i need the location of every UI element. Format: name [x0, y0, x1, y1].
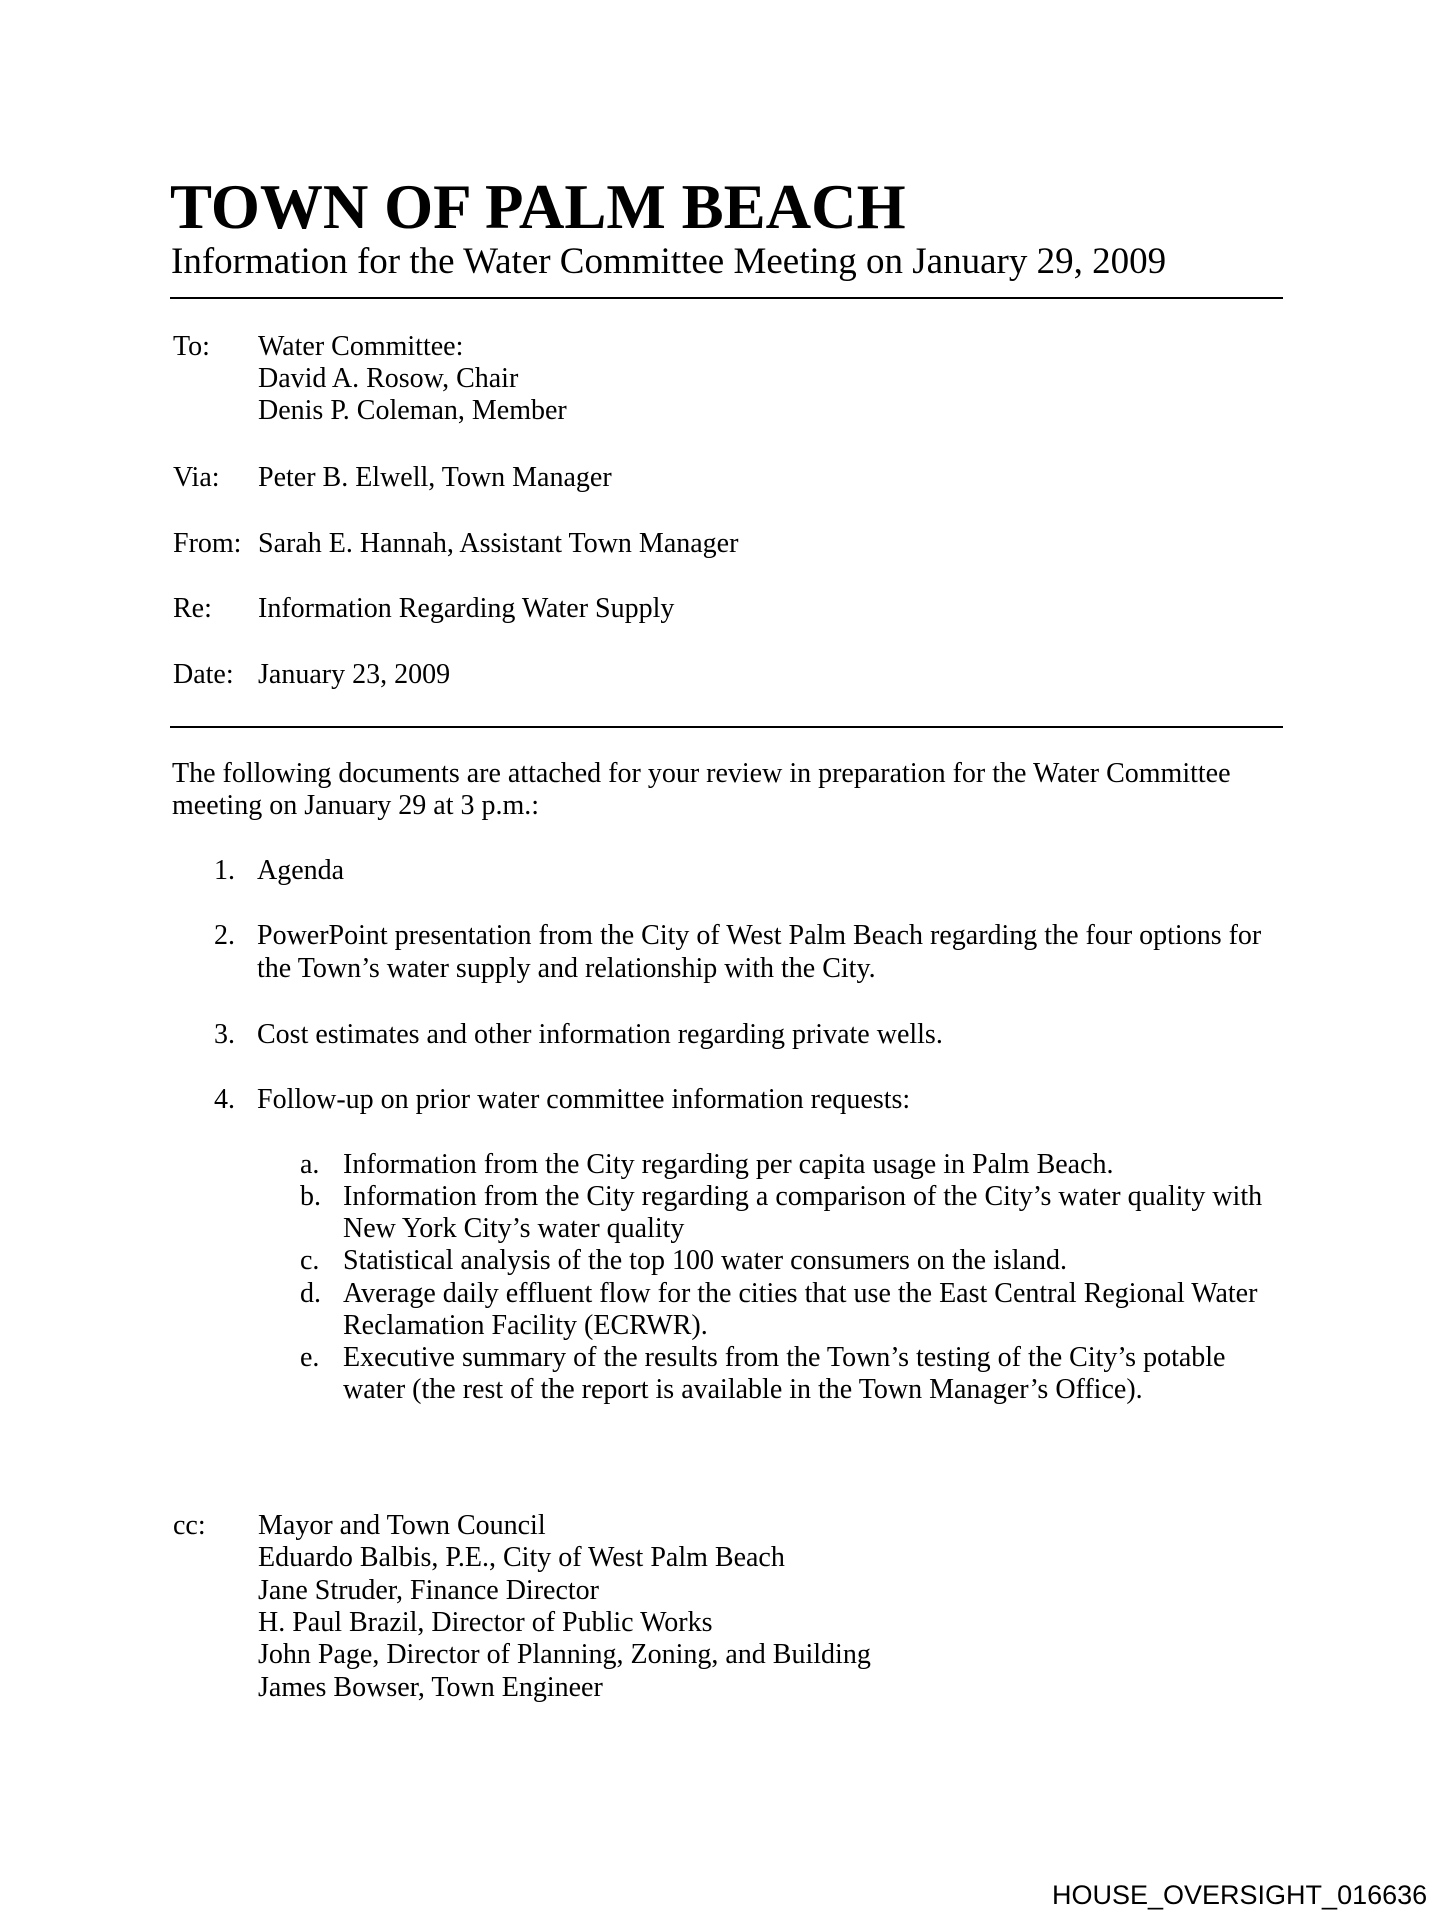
list-item-marker: 3. — [214, 1019, 235, 1050]
sublist-item: Executive summary of the results from the Town’s testing of the City’s potable — [343, 1342, 1226, 1373]
cc-label: cc: — [173, 1510, 206, 1541]
cc-recipient: James Bowser, Town Engineer — [258, 1672, 603, 1703]
from-value: Sarah E. Hannah, Assistant Town Manager — [258, 528, 739, 559]
cc-recipient: John Page, Director of Planning, Zoning, and Building — [258, 1639, 871, 1670]
list-item-continuation: the Town’s water supply and relationship with the City. — [257, 953, 876, 984]
date-label: Date: — [173, 659, 234, 690]
cc-recipient: Jane Struder, Finance Director — [258, 1575, 599, 1606]
to-line: David A. Rosow, Chair — [258, 363, 519, 394]
to-line: Denis P. Coleman, Member — [258, 395, 567, 426]
intro-line: The following documents are attached for your review in preparation for the Water Committee — [172, 758, 1231, 789]
bates-number: HOUSE_OVERSIGHT_016636 — [1052, 1880, 1428, 1910]
body-divider — [170, 726, 1283, 728]
document-subtitle: Information for the Water Committee Meeting on January 29, 2009 — [171, 241, 1167, 282]
sublist-item-continuation: water (the rest of the report is available in the Town Manager’s Office). — [343, 1374, 1143, 1405]
sublist-item-marker: e. — [300, 1342, 320, 1373]
sublist-item: Statistical analysis of the top 100 water consumers on the island. — [343, 1245, 1067, 1276]
via-value: Peter B. Elwell, Town Manager — [258, 462, 612, 493]
list-item: Agenda — [257, 855, 345, 886]
cc-recipient: Eduardo Balbis, P.E., City of West Palm Beach — [258, 1542, 785, 1573]
sublist-item-continuation: Reclamation Facility (ECRWR). — [343, 1310, 708, 1341]
sublist-item: Information from the City regarding per capita usage in Palm Beach. — [343, 1149, 1114, 1180]
to-label: To: — [173, 331, 210, 362]
list-item: PowerPoint presentation from the City of West Palm Beach regarding the four options for — [257, 920, 1262, 951]
sublist-item-marker: a. — [300, 1149, 320, 1180]
sublist-item-marker: d. — [300, 1278, 321, 1309]
list-item-marker: 2. — [214, 920, 235, 951]
intro-line: meeting on January 29 at 3 p.m.: — [172, 790, 540, 821]
date-value: January 23, 2009 — [258, 659, 451, 690]
list-item-marker: 1. — [214, 855, 235, 886]
to-line: Water Committee: — [258, 331, 464, 362]
cc-recipient: H. Paul Brazil, Director of Public Works — [258, 1607, 713, 1638]
from-label: From: — [173, 528, 242, 559]
header-divider — [170, 297, 1283, 299]
list-item-marker: 4. — [214, 1084, 235, 1115]
sublist-item-marker: b. — [300, 1181, 321, 1212]
sublist-item-marker: c. — [300, 1245, 320, 1276]
cc-recipient: Mayor and Town Council — [258, 1510, 546, 1541]
sublist-item: Information from the City regarding a comparison of the City’s water quality with — [343, 1181, 1263, 1212]
document-title: TOWN OF PALM BEACH — [170, 172, 906, 242]
sublist-item: Average daily effluent flow for the cities that use the East Central Regional Water — [343, 1278, 1258, 1309]
list-item: Follow-up on prior water committee information requests: — [257, 1084, 911, 1115]
re-value: Information Regarding Water Supply — [258, 593, 675, 624]
via-label: Via: — [173, 462, 220, 493]
sublist-item-continuation: New York City’s water quality — [343, 1213, 685, 1244]
list-item: Cost estimates and other information regarding private wells. — [257, 1019, 943, 1050]
re-label: Re: — [173, 593, 212, 624]
